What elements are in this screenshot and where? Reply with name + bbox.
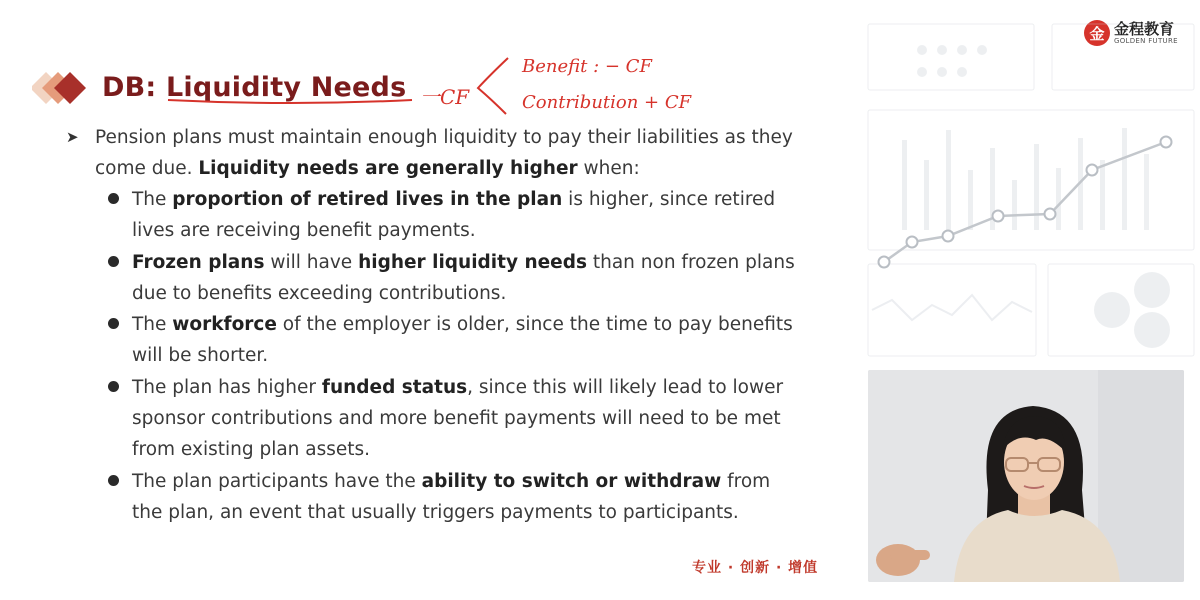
bullet-dot-icon bbox=[108, 193, 119, 204]
bullet-dot-icon bbox=[108, 256, 119, 267]
bullet-list bbox=[104, 184, 804, 528]
list-item: The plan has higher funded status, since this will likely lead to lower sponsor contributions and more benefit payments will need to be met from existing plan assets. bbox=[104, 372, 804, 466]
bullet-dot-icon bbox=[108, 318, 119, 329]
bullet-dot-icon bbox=[108, 381, 119, 392]
presenter-video bbox=[868, 370, 1184, 582]
logo-mark-icon: 金 bbox=[1084, 20, 1110, 46]
slide-title: DB: Liquidity Needs bbox=[102, 72, 407, 103]
brand-name-en: GOLDEN FUTURE bbox=[1114, 37, 1178, 45]
list-item: The plan participants have the ability to switch or withdraw from the plan, an event that usually triggers payments to participants. bbox=[104, 466, 804, 529]
bullet-dot-icon bbox=[108, 475, 119, 486]
list-item: The proportion of retired lives in the plan is higher, since retired lives are receiving benefit payments. bbox=[104, 184, 804, 247]
annotation-mark: 一CF bbox=[420, 85, 470, 109]
annotation-line-2: Contribution + CF bbox=[522, 92, 692, 113]
handwritten-annotation bbox=[0, 0, 720, 130]
title-diamond-icon bbox=[32, 68, 96, 108]
brand-name-cn: 金程教育 bbox=[1114, 20, 1175, 38]
list-item: The workforce of the employer is older, since the time to pay benefits will be shorter. bbox=[104, 309, 804, 372]
decorative-chart-background bbox=[862, 20, 1200, 362]
arrow-bullet-icon: ➤ bbox=[66, 128, 79, 146]
footer-slogan: 专业 · 创新 · 增值 bbox=[692, 560, 819, 576]
annotation-brace bbox=[478, 58, 508, 114]
intro-paragraph: ➤ Pension plans must maintain enough liquidity to pay their liabilities as they come due. Liquidity needs are generally higher when: bbox=[66, 122, 806, 184]
list-item: Frozen plans will have higher liquidity needs than non frozen plans due to benefits exceeding contributions. bbox=[104, 247, 804, 310]
presenter-avatar bbox=[868, 370, 1184, 582]
annotation-line-1: Benefit : − CF bbox=[522, 56, 652, 77]
